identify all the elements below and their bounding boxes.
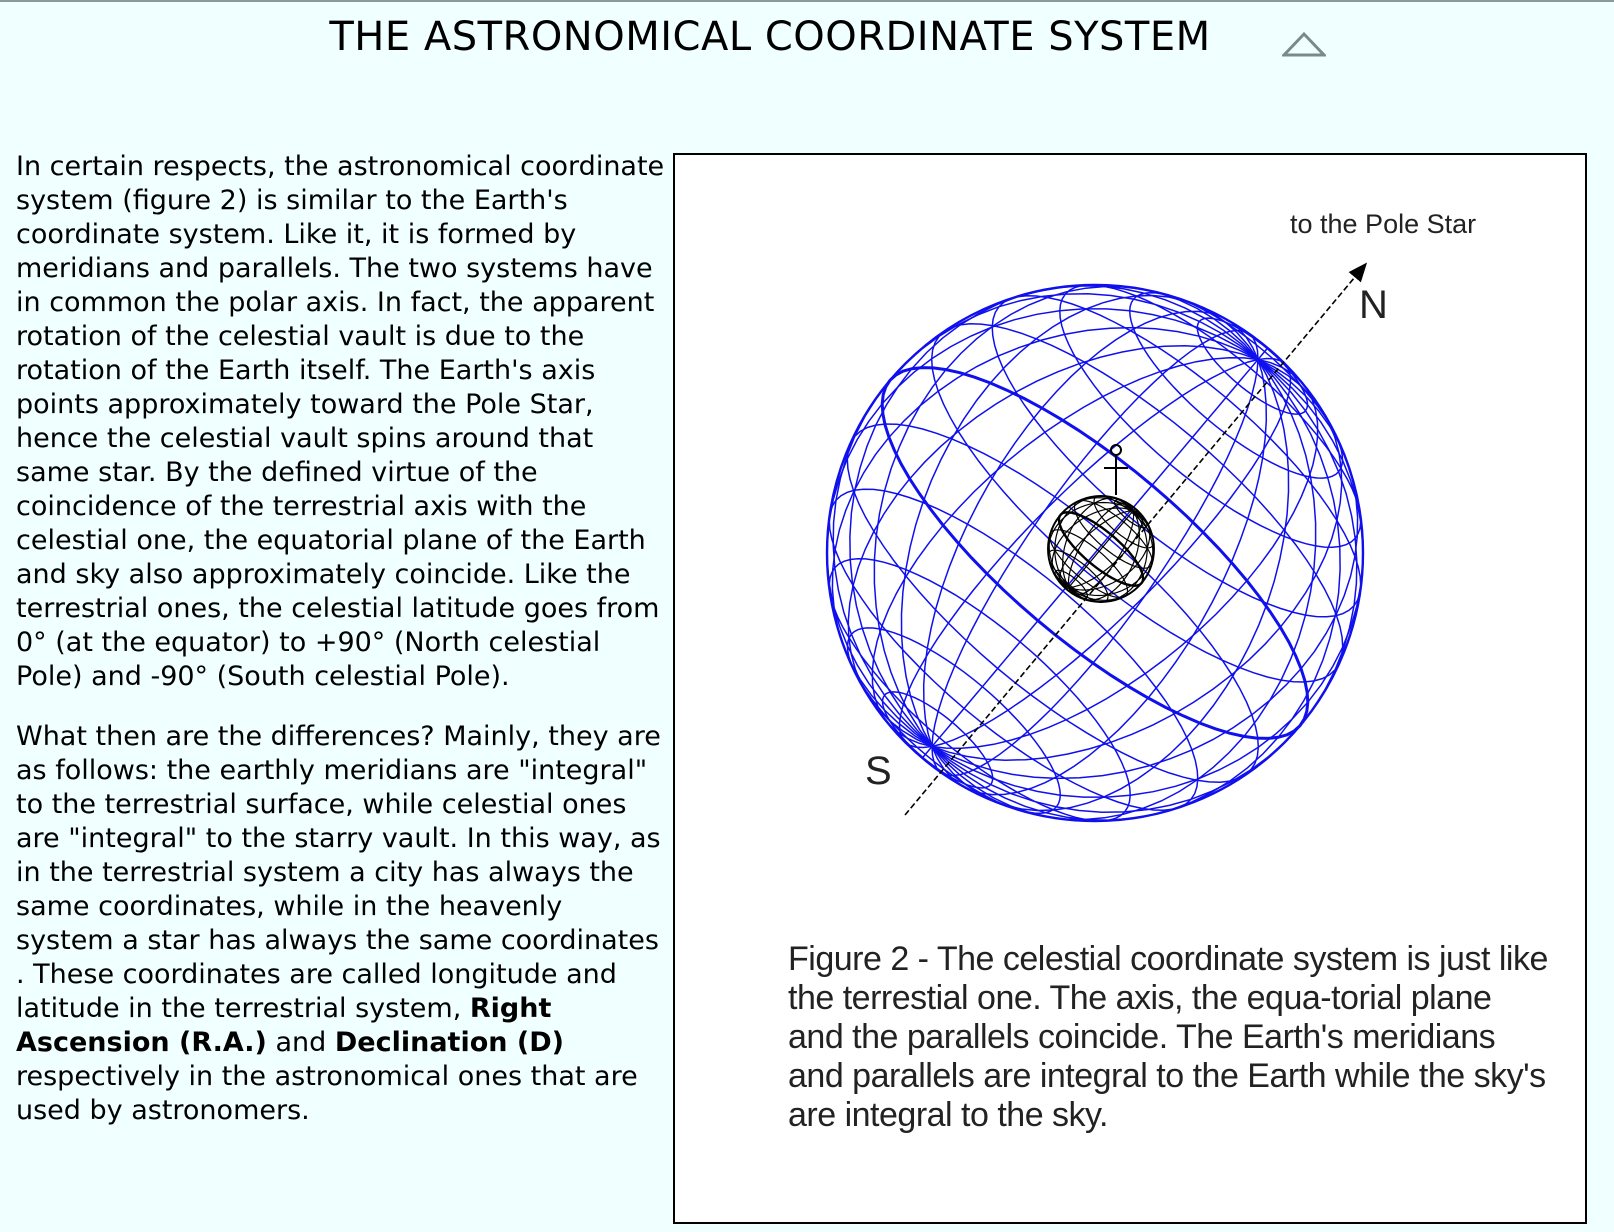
paragraph-2-and: and [266,1027,335,1058]
pole-star-label: to the Pole Star [1290,209,1477,239]
paragraph-2-end: respectively in the astronomical ones that are used by astronomers. [16,1061,638,1126]
north-pole-label: N [1359,283,1388,327]
south-pole-label: S [865,749,892,793]
page-title: THE ASTRONOMICAL COORDINATE SYSTEM [329,14,1211,60]
earth-globe [1048,496,1154,602]
top-divider [0,0,1614,2]
declination-term: Declination (D) [334,1027,564,1058]
up-triangle-icon[interactable] [1282,30,1326,58]
figure-caption: Figure 2 - The celestial coordinate system is just like the terrestial one. The axis, the equa-torial plane and the parallels coincide. The Earth's meridians and parallels are integral to the Earth while the sky's are integral to the sky. [788,940,1548,1134]
right-ascension-term: Right Ascension (R.A.) [16,993,552,1058]
paragraph-2 [16,720,668,1128]
celestial-sphere-grid [827,285,1363,821]
article-body [16,150,668,1154]
meridian-line [922,348,1267,758]
paragraph-1: In certain respects, the astronomical coordinate system (figure 2) is similar to the Earth's coordinate system. Like it, it is formed by meridians and parallels. The two systems have in common the polar axis. In fact, the apparent rotation of the celestial vault is due to the rotation of the Earth itself. The Earth's axis points approximately toward the Pole Star, hence the celestial vault spins around that same star. By the defined virtue of the coincidence of the terrestrial axis with the celestial one, the equatorial plane of the Earth and sky also approximately coincide. Like the terrestrial ones, the celestial latitude goes from 0° (at the equator) to +90° (North celestial Pole) and -90° (South celestial Pole). [16,151,665,692]
paragraph-2-text: What then are the differences? Mainly, they are as follows: the earthly meridians are "integral" to the terrestrial surface, while celestial ones are "integral" to the starry vault. In this way, as in the terrestrial system a city has always the same coordinates, while in the heavenly system a star has always the same coordinates . These coordinates are called longitude and latitude in the terrestrial system, [16,721,661,1024]
figure-2 [673,153,1587,1224]
